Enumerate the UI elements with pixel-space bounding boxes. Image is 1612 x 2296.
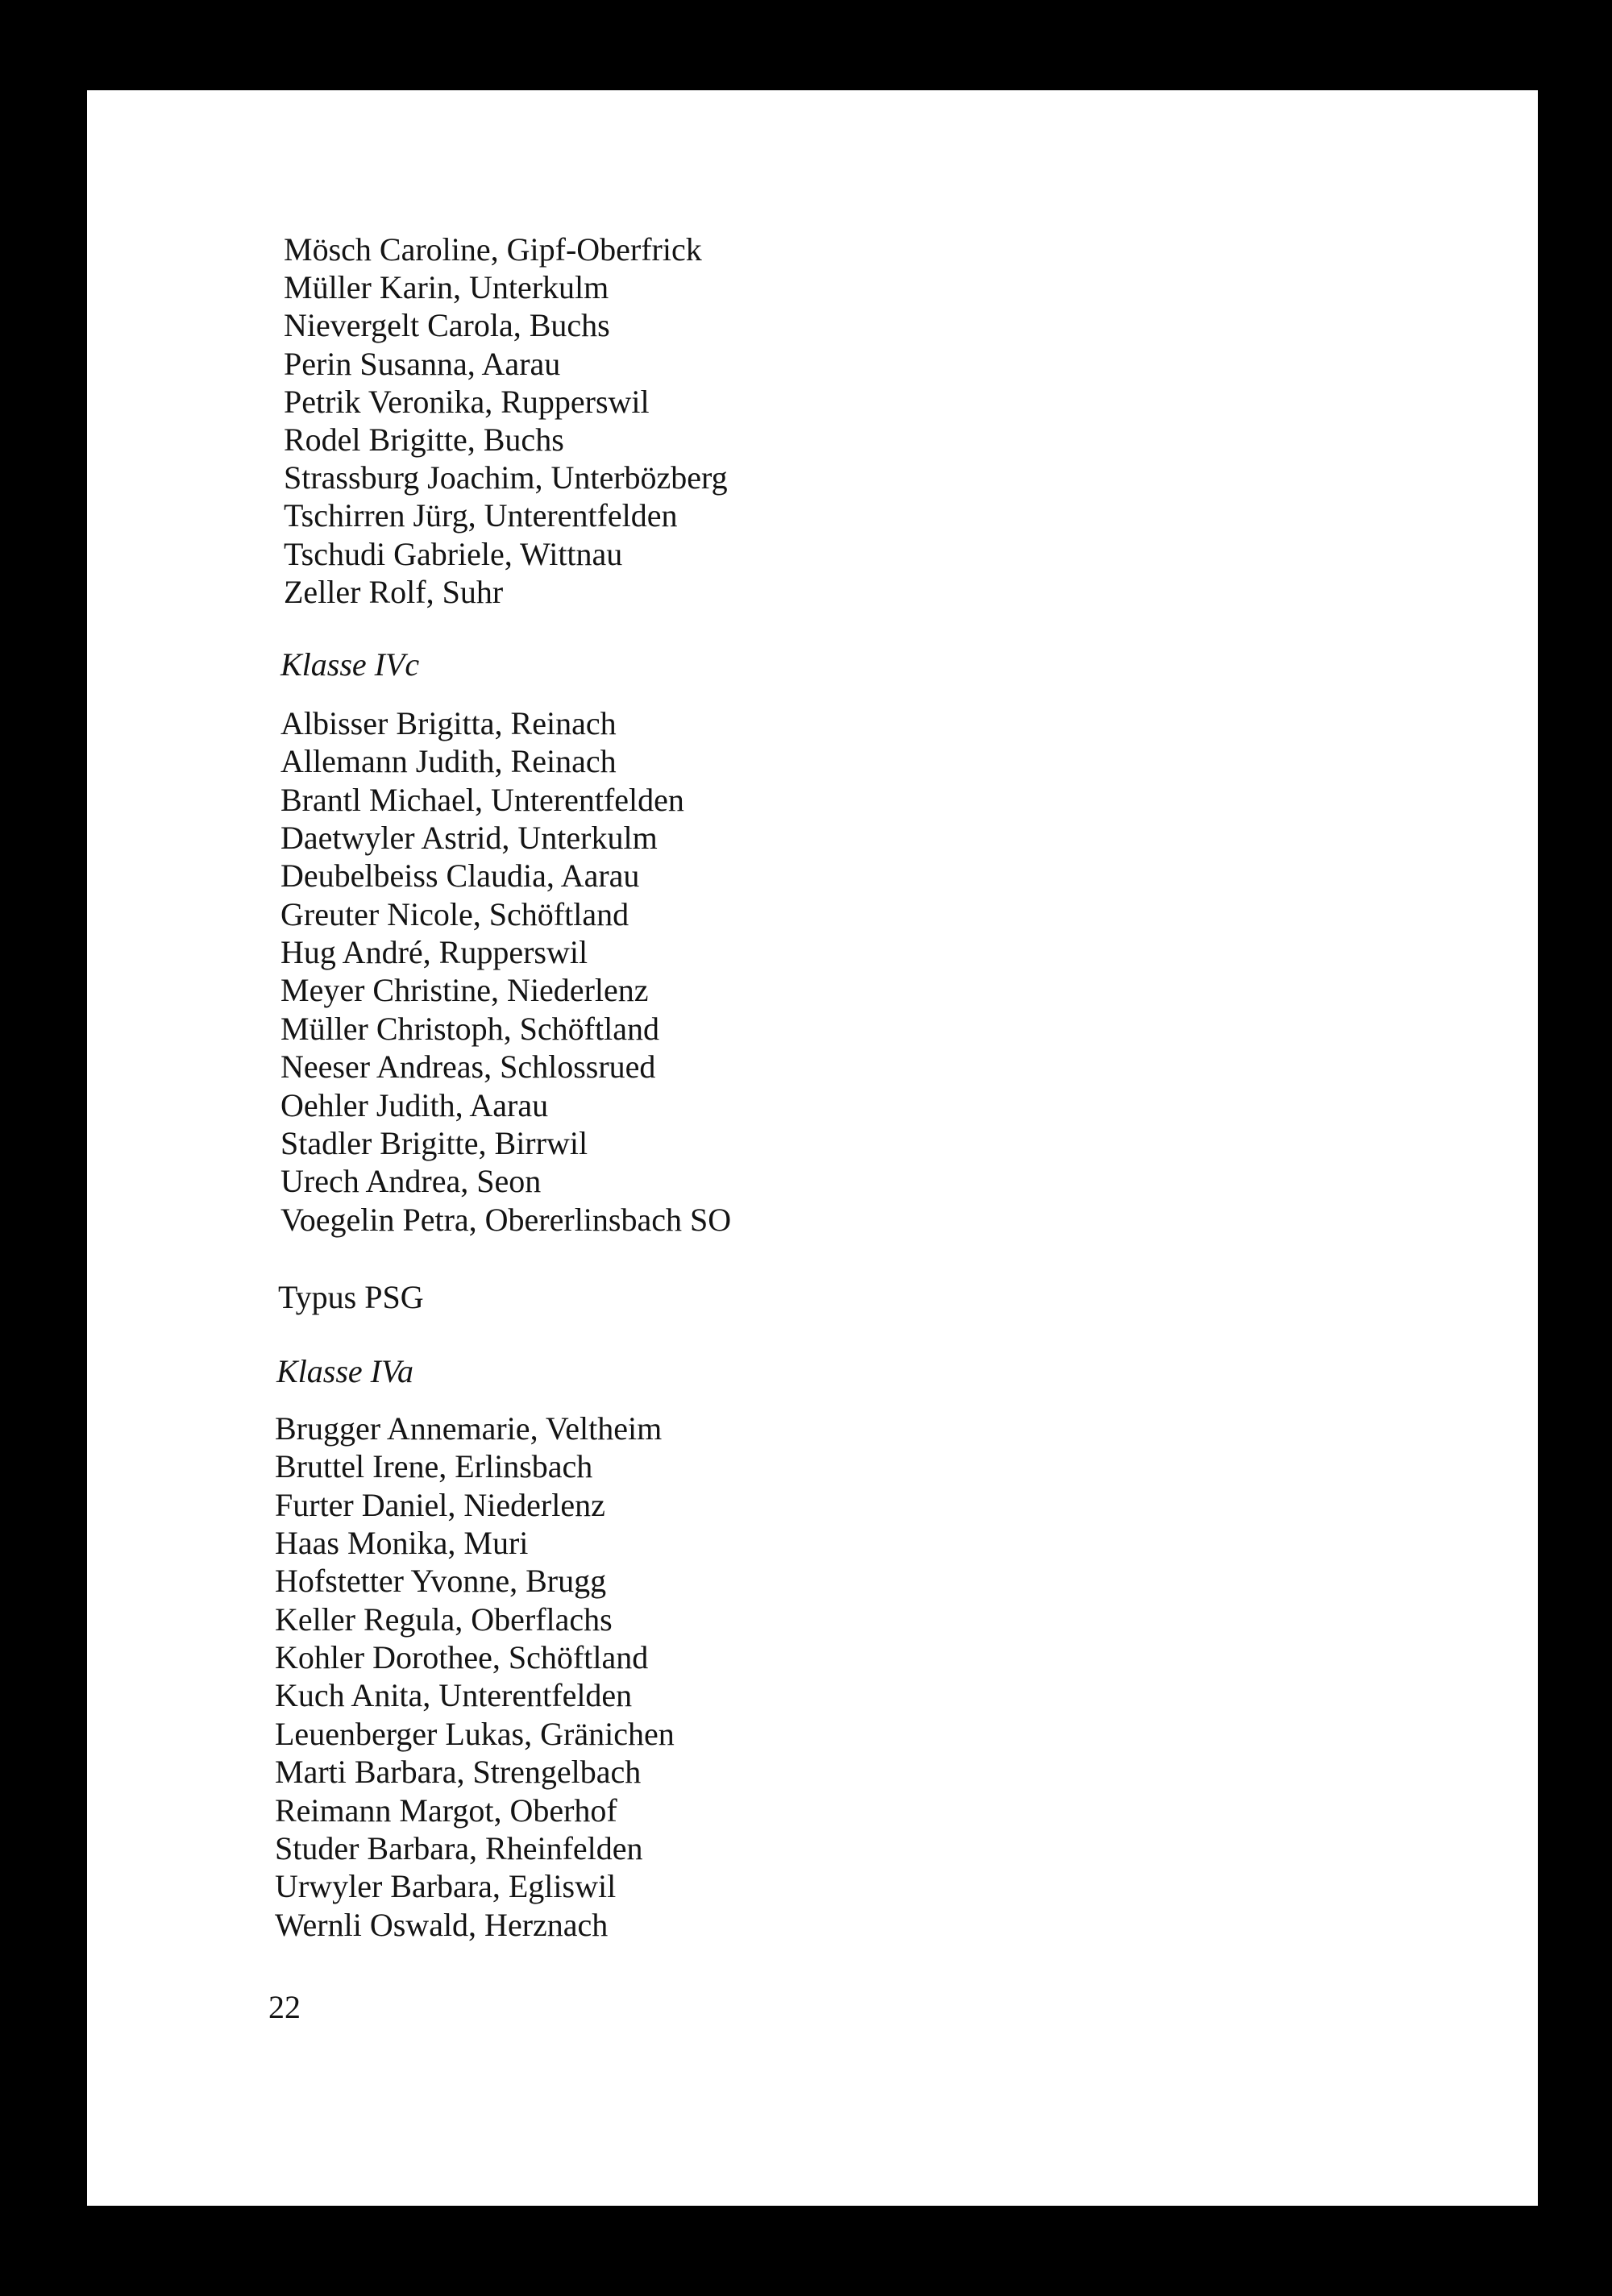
list-item: Haas Monika, Muri (275, 1525, 529, 1561)
list-item: Deubelbeiss Claudia, Aarau (280, 857, 640, 894)
list-item: Marti Barbara, Strengelbach (275, 1754, 642, 1790)
list-item: Allemann Judith, Reinach (280, 743, 617, 779)
list-item: Tschirren Jürg, Unterentfelden (284, 497, 678, 534)
list-item: Mösch Caroline, Gipf-Oberfrick (284, 231, 702, 268)
list-item: Daetwyler Astrid, Unterkulm (280, 820, 658, 856)
list-item: Kuch Anita, Unterentfelden (275, 1677, 633, 1713)
list-item: Greuter Nicole, Schöftland (280, 896, 629, 932)
class-heading-iva: Klasse IVa (276, 1353, 413, 1389)
page-number: 22 (268, 1989, 301, 2025)
list-item: Hofstetter Yvonne, Brugg (275, 1563, 607, 1599)
list-item: Leuenberger Lukas, Gränichen (275, 1716, 675, 1752)
list-item: Strassburg Joachim, Unterbözberg (284, 459, 728, 496)
list-item: Neeser Andreas, Schlossrued (280, 1048, 656, 1085)
class-heading-ivc: Klasse IVc (280, 646, 420, 683)
type-heading-psg: Typus PSG (278, 1279, 424, 1315)
list-item: Reimann Margot, Oberhof (275, 1792, 617, 1829)
document-page (87, 90, 1538, 2206)
list-item: Perin Susanna, Aarau (284, 346, 561, 382)
list-item: Brugger Annemarie, Veltheim (275, 1410, 663, 1447)
list-item: Müller Christoph, Schöftland (280, 1011, 659, 1047)
list-item: Albisser Brigitta, Reinach (280, 705, 617, 741)
list-item: Tschudi Gabriele, Wittnau (284, 536, 623, 572)
list-item: Voegelin Petra, Obererlinsbach SO (280, 1202, 732, 1238)
list-item: Kohler Dorothee, Schöftland (275, 1639, 649, 1675)
list-item: Zeller Rolf, Suhr (284, 574, 504, 610)
list-item: Meyer Christine, Niederlenz (280, 972, 649, 1008)
list-item: Urech Andrea, Seon (280, 1163, 542, 1199)
list-item: Müller Karin, Unterkulm (284, 269, 609, 305)
list-item: Oehler Judith, Aarau (280, 1087, 549, 1123)
list-item: Nievergelt Carola, Buchs (284, 307, 610, 343)
list-item: Furter Daniel, Niederlenz (275, 1487, 605, 1523)
list-item: Studer Barbara, Rheinfelden (275, 1830, 643, 1866)
list-item: Hug André, Rupperswil (280, 934, 588, 970)
list-item: Petrik Veronika, Rupperswil (284, 384, 650, 420)
list-item: Wernli Oswald, Herznach (275, 1907, 609, 1943)
list-item: Brantl Michael, Unterentfelden (280, 782, 684, 818)
list-item: Stadler Brigitte, Birrwil (280, 1125, 588, 1161)
list-item: Keller Regula, Oberflachs (275, 1601, 613, 1638)
list-item: Urwyler Barbara, Egliswil (275, 1868, 617, 1904)
list-item: Bruttel Irene, Erlinsbach (275, 1448, 593, 1484)
list-item: Rodel Brigitte, Buchs (284, 421, 564, 458)
